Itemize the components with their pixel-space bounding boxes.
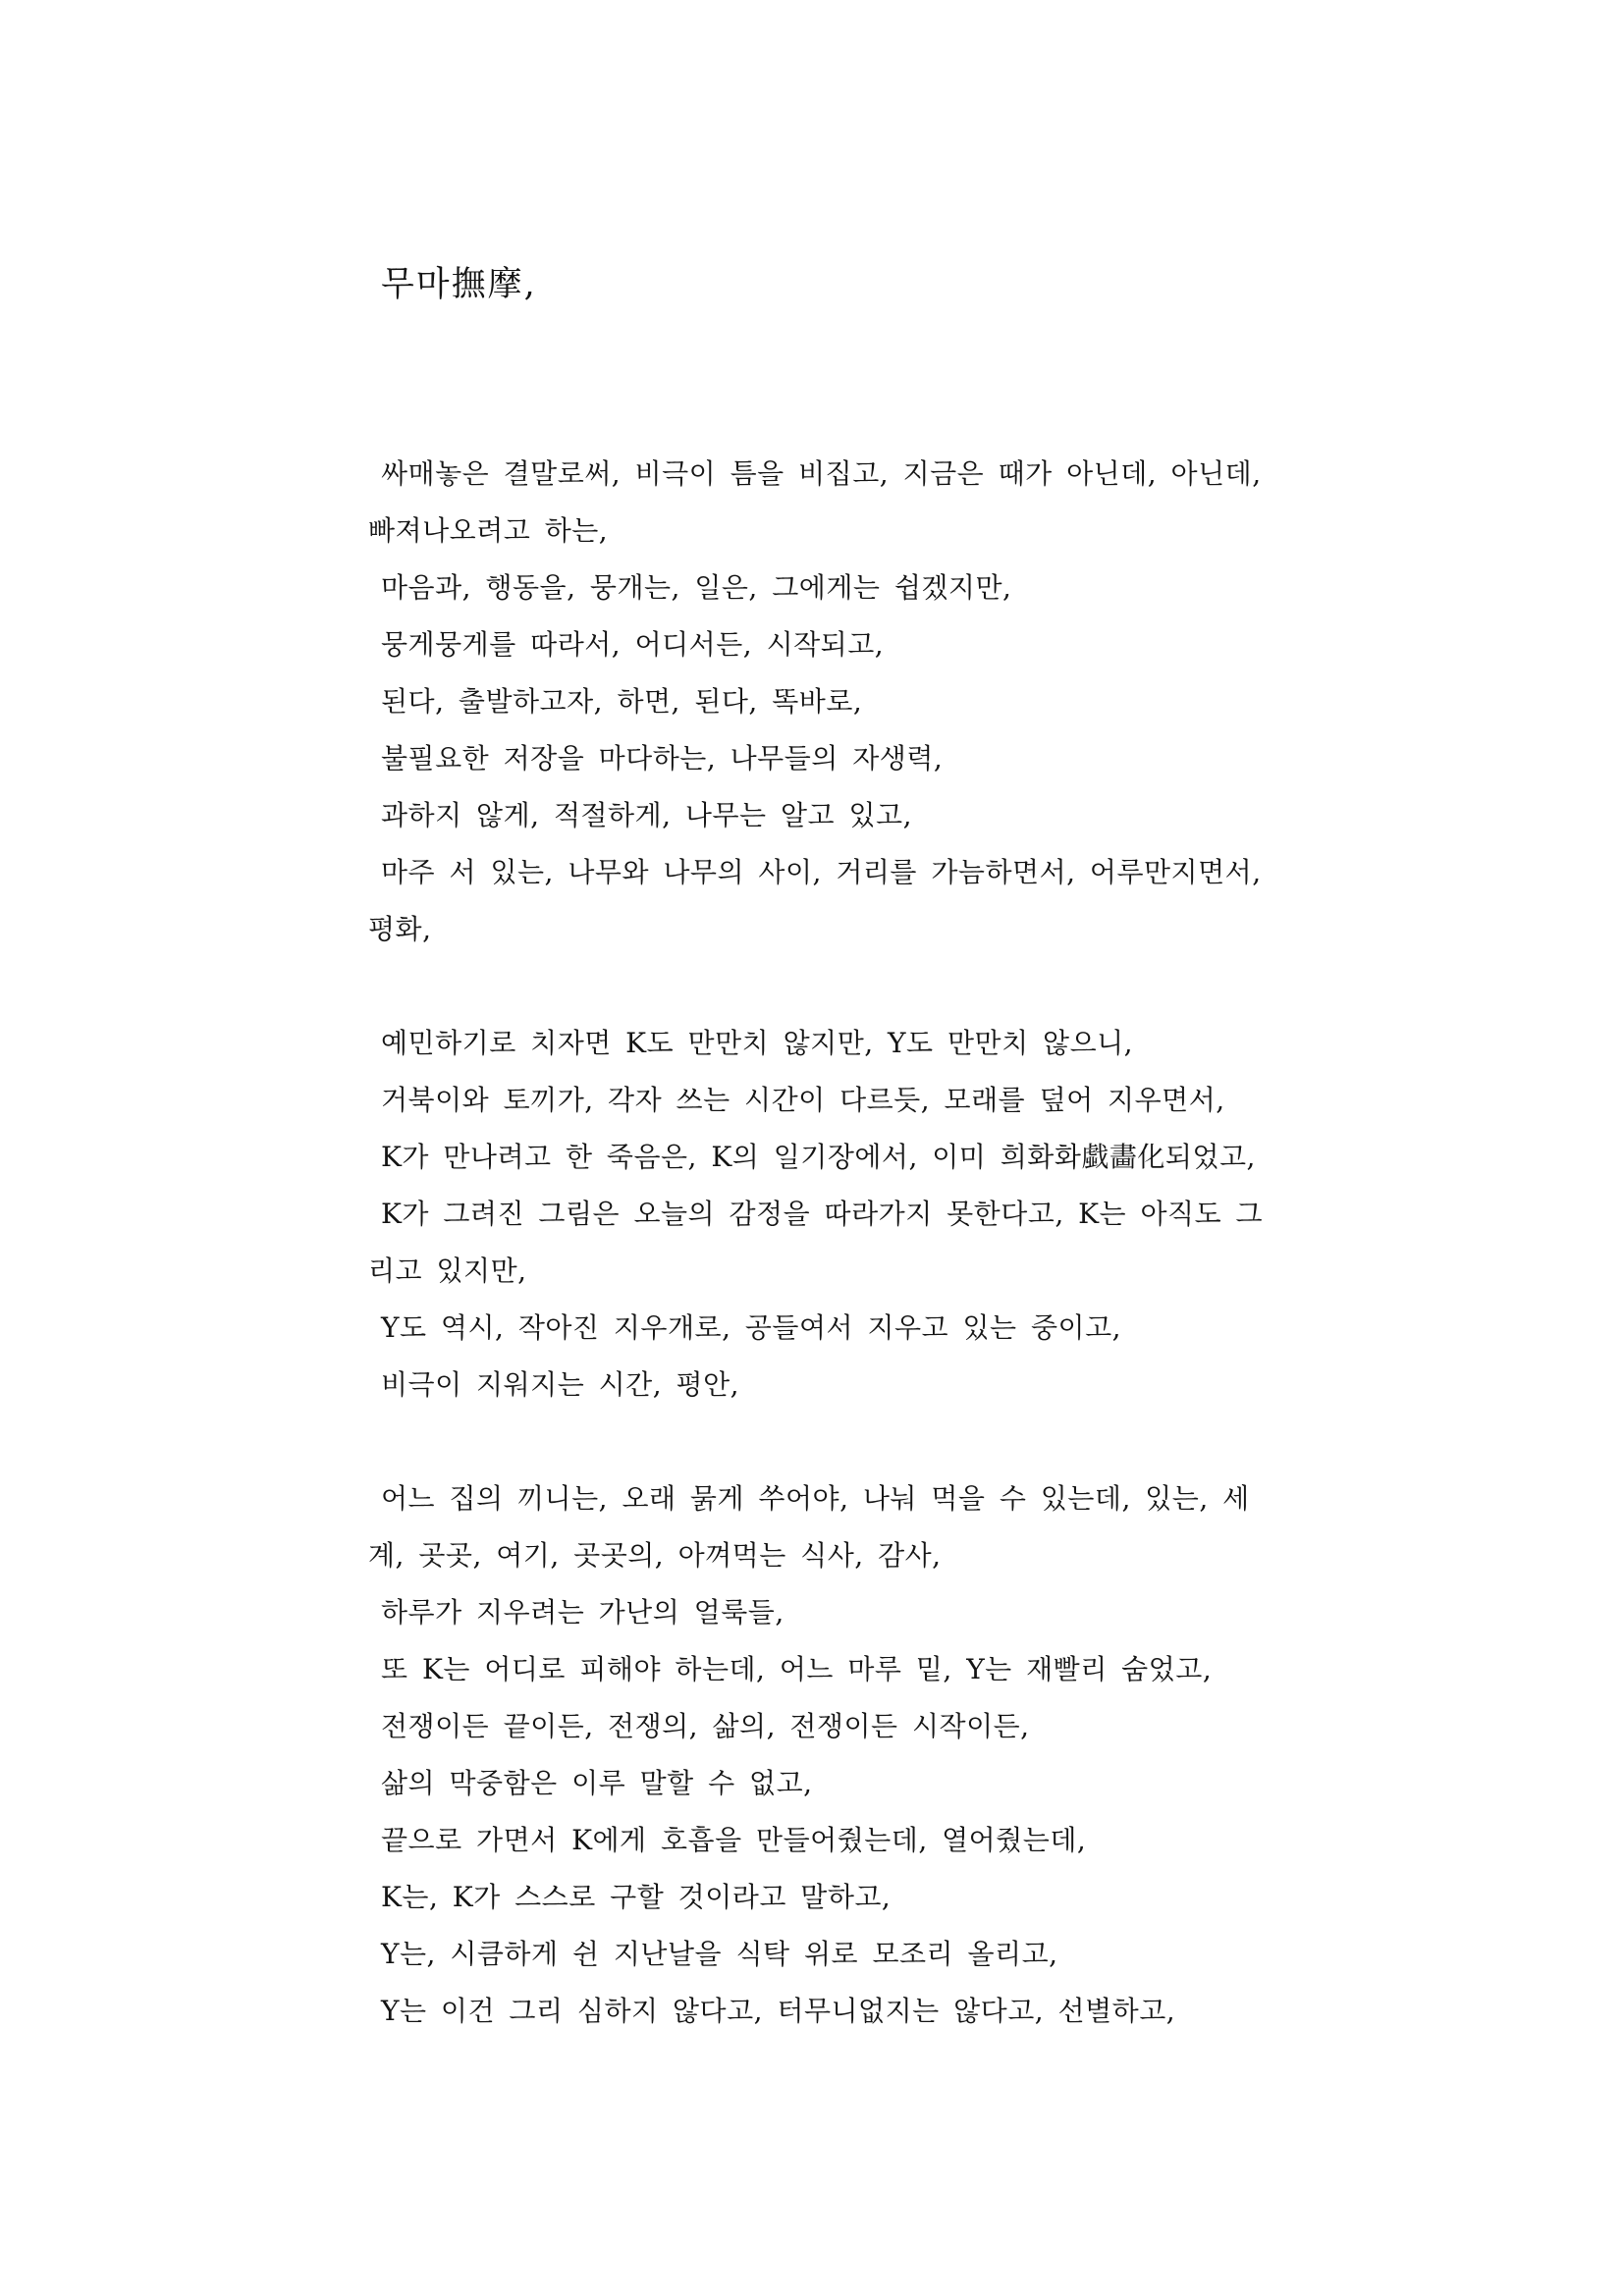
- stanza: [368, 446, 1350, 958]
- poem: [368, 446, 1350, 2040]
- poem-line: 삶의 막중함은 이루 말할 수 없고,: [381, 1767, 813, 1799]
- poem-line: 거북이와 토끼가, 각자 쓰는 시간이 다르듯, 모래를 덮어 지우면서,: [381, 1084, 1225, 1116]
- poem-title: 무마撫摩,: [381, 265, 537, 304]
- poem-line: 마음과, 행동을, 뭉개는, 일은, 그에게는 쉽겠지만,: [381, 571, 1012, 604]
- poem-line: 과하지 않게, 적절하게, 나무는 알고 있고,: [381, 799, 912, 831]
- poem-line: 어느 집의 끼니는, 오래 묽게 쑤어야, 나눠 먹을 수 있는데, 있는, 세: [381, 1482, 1250, 1515]
- poem-line: 뭉게뭉게를 따라서, 어디서든, 시작되고,: [381, 628, 885, 661]
- poem-line: Y는, 시큼하게 쉰 지난날을 식탁 위로 모조리 올리고,: [381, 1938, 1058, 1970]
- poem-line: 된다, 출발하고자, 하면, 된다, 똑바로,: [381, 685, 863, 718]
- poem-line: 또 K는 어디로 피해야 하는데, 어느 마루 밑, Y는 재빨리 숨었고,: [381, 1653, 1213, 1685]
- stanza: [368, 1015, 1350, 1414]
- poem-line: 평화,: [368, 913, 432, 945]
- poem-line: 빠져나오려고 하는,: [368, 514, 609, 547]
- poem-line: 리고 있지만,: [368, 1255, 527, 1287]
- poem-line: K가 만나려고 한 죽음은, K의 일기장에서, 이미 희화화戱畵化되었고,: [381, 1141, 1256, 1173]
- poem-line: 비극이 지워지는 시간, 평안,: [381, 1368, 740, 1401]
- poem-line: 예민하기로 치자면 K도 만만치 않지만, Y도 만만치 않으니,: [381, 1027, 1134, 1059]
- stanza: [368, 1470, 1350, 2040]
- poem-line: 계, 곳곳, 여기, 곳곳의, 아껴먹는 식사, 감사,: [368, 1539, 942, 1572]
- poem-line: 불필요한 저장을 마다하는, 나무들의 자생력,: [381, 742, 944, 774]
- poem-line: 마주 서 있는, 나무와 나무의 사이, 거리를 가늠하면서, 어루만지면서,: [381, 856, 1262, 888]
- poem-line: Y는 이건 그리 심하지 않다고, 터무니없지는 않다고, 선별하고,: [381, 1995, 1176, 2027]
- poem-line: 전쟁이든 끝이든, 전쟁의, 삶의, 전쟁이든 시작이든,: [381, 1710, 1030, 1742]
- poem-line: K가 그려진 그림은 오늘의 감정을 따라가지 못한다고, K는 아직도 그: [381, 1198, 1264, 1230]
- poem-line: K는, K가 스스로 구할 것이라고 말하고,: [381, 1881, 892, 1913]
- poem-line: 싸매놓은 결말로써, 비극이 틈을 비집고, 지금은 때가 아닌데, 아닌데,: [381, 457, 1262, 490]
- poem-line: Y도 역시, 작아진 지우개로, 공들여서 지우고 있는 중이고,: [381, 1311, 1122, 1344]
- poem-line: 끝으로 가면서 K에게 호흡을 만들어줬는데, 열어줬는데,: [381, 1824, 1087, 1856]
- poem-line: 하루가 지우려는 가난의 얼룩들,: [381, 1596, 784, 1629]
